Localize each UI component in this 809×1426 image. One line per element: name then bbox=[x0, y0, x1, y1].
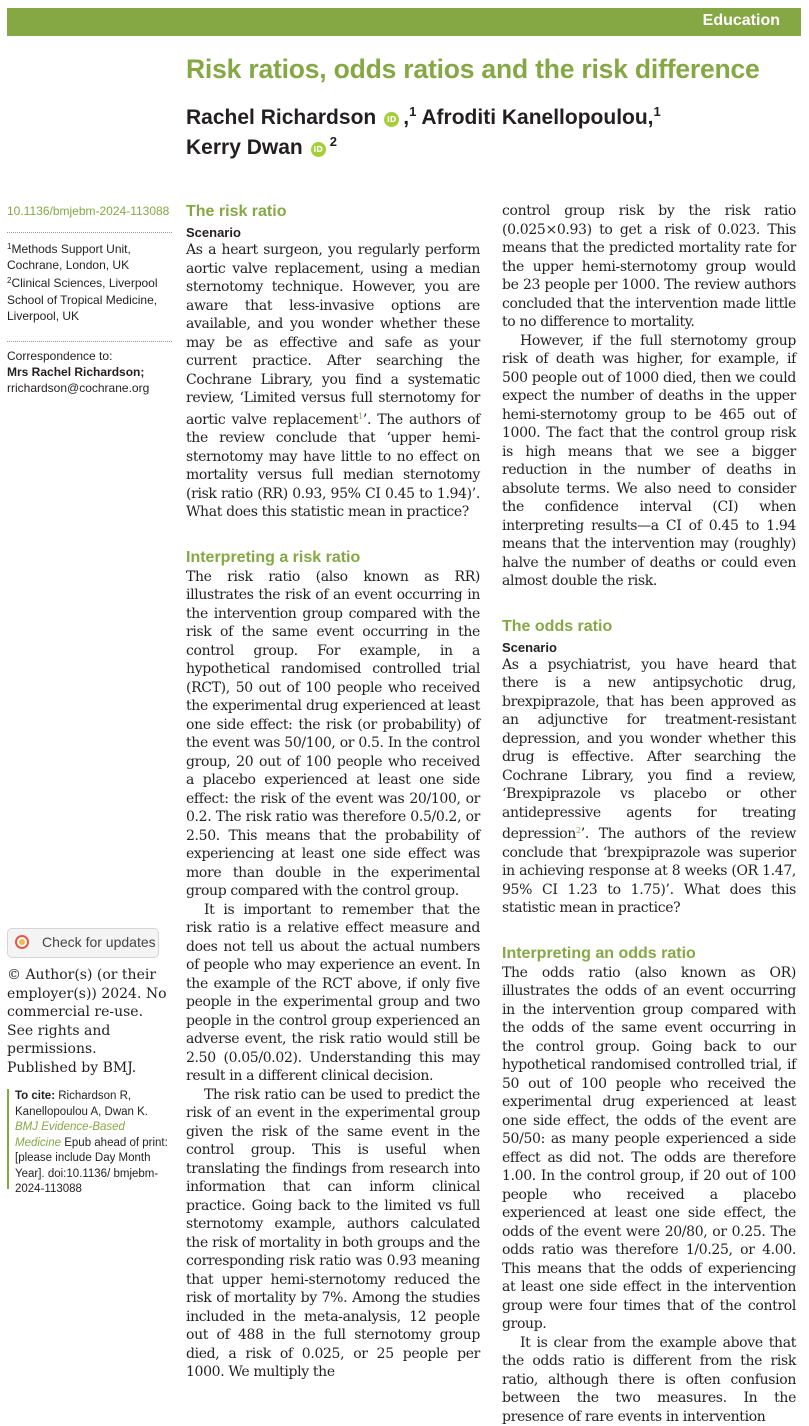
column-left bbox=[186, 202, 480, 1382]
reference-mark[interactable]: 2 bbox=[576, 826, 581, 835]
correspondence-label: Correspondence to: bbox=[7, 348, 172, 364]
check-updates-label: Check for updates bbox=[42, 934, 156, 950]
doi-link[interactable]: 10.1136/bmjebm-2024-113088 bbox=[7, 204, 169, 218]
section-label: Education bbox=[703, 12, 780, 30]
author-affiliation-mark: 1 bbox=[409, 104, 416, 119]
license-text: © Author(s) (or their employer(s)) 2024. No commercial re-use. See rights and permissions. Published by BMJ. bbox=[7, 966, 167, 1077]
column-right bbox=[502, 202, 796, 1426]
author-line-1: Rachel Richardson iD ,$^1$ Afroditi Kanellopoulou,$^1$ bbox=[186, 104, 801, 130]
affiliation-2: $^2$Clinical Sciences, Liverpool School of Tropical Medicine, Liverpool, UK bbox=[7, 273, 172, 324]
subheading-scenario: Scenario bbox=[186, 224, 480, 241]
section-banner bbox=[7, 8, 801, 36]
doi-block bbox=[7, 203, 172, 219]
reference-mark[interactable]: 1 bbox=[358, 412, 363, 421]
paragraph: It is clear from the example above that the odds ratio is different from the risk ratio, although there is often confusion between the two measures. In the presence of rare events in intervention bbox=[502, 1334, 796, 1426]
citation-box bbox=[7, 1089, 173, 1189]
cite-authors: Richardson R, Kanellopoulou A, Dwan K. bbox=[15, 1090, 148, 1118]
subheading-scenario: Scenario bbox=[502, 639, 796, 656]
paragraph: control group risk by the risk ratio (0.025×0.93) to get a risk of 0.023. This means that the predicted mortality rate for the upper hemi-sternotomy group would be 23 people per 1000. The review authors concluded that the intervention made little to no difference to mortality. bbox=[502, 202, 796, 332]
correspondence bbox=[7, 341, 172, 397]
cite-journal: BMJ Evidence-Based Medicine bbox=[15, 1121, 125, 1149]
author-name: Kerry Dwan bbox=[186, 136, 303, 159]
orcid-icon[interactable]: iD bbox=[384, 112, 399, 127]
paragraph: However, if the full sternotomy group risk of death was higher, for example, if 500 people out of 1000 died, then we could expect the number of deaths in the upper hemi-sternotomy group to be 465 out of 1000. The fact that the control group risk is high means that we see a bigger reduction in the number of deaths in absolute terms. We also need to consider the confidence interval (CI) when interpreting results—a CI of 0.45 to 1.94 means that the intervention may (roughly) halve the number of deaths or could even almost double the risk. bbox=[502, 332, 796, 591]
affiliations bbox=[7, 232, 172, 324]
author-name: Rachel Richardson bbox=[186, 106, 376, 129]
paragraph: The odds ratio (also known as OR) illustrates the odds of an event occurring in the intervention group compared with the odds of the same event occurring in the control group. Going back to our hypothetical randomised controlled trial, if 50 out of 100 people who received the experimental drug experienced at least one side effect, the odds of the event are 50/50: as many people experienced a side effect as did not. The odds are therefore 1.00. In the control group, if 20 out of 100 people who received a placebo experienced at least one side effect, the odds of the event were 20/80, or 0.25. The odds ratio was therefore 1/0.25, or 4.00. This means that the odds of experiencing at least one side effect in the intervention group were four times that of the control group. bbox=[502, 964, 796, 1334]
author-name: Afroditi Kanellopoulou, bbox=[421, 106, 653, 129]
heading-interpreting-odds-ratio: Interpreting an odds ratio bbox=[502, 944, 796, 964]
paragraph: As a heart surgeon, you regularly perform aortic valve replacement, using a median sternotomy technique. However, you are aware that less-invasive options are available, and you wonder whether these may be as effective and safe as your current practice. After searching the Cochrane Library, you find a systematic review, ‘Limited versus full sternotomy for aortic valve replacement$^1$’. The authors of the review conclude that ‘upper hemi-sternotomy may have little to no effect on mortality versus full median sternotomy (risk ratio (RR) 0.93, 95% CI 0.45 to 1.94)’. What does this statistic mean in practice? bbox=[186, 241, 480, 522]
article-title: Risk ratios, odds ratios and the risk difference bbox=[186, 54, 760, 85]
check-for-updates-button[interactable] bbox=[7, 928, 159, 958]
divider bbox=[7, 232, 172, 233]
divider bbox=[7, 341, 172, 342]
cite-label: To cite: bbox=[15, 1090, 55, 1102]
heading-odds-ratio: The odds ratio bbox=[502, 617, 796, 637]
correspondence-name: Mrs Rachel Richardson; bbox=[7, 364, 172, 380]
author-affiliation-mark: 2 bbox=[330, 134, 337, 149]
paragraph: As a psychiatrist, you have heard that there is a new antipsychotic drug, brexpiprazole, that has been approved as an adjunctive for treatment-resistant depression, and you wonder whether this drug is effective. After searching the Cochrane Library, you find a review, ‘Brexpiprazole vs placebo or other antidepressive agents for treating depression$^2$’. The authors of the review conclude that ‘brexpiprazole was superior in achieving response at 8 weeks (OR 1.47, 95% CI 1.23 to 1.75)’. What does this statistic mean in practice? bbox=[502, 656, 796, 918]
crossmark-icon bbox=[15, 935, 29, 949]
paragraph: The risk ratio (also known as RR) illustrates the risk of an event occurring in the intervention group compared with the risk of the same event occurring in the control group. For example, in a hypothetical randomised controlled trial (RCT), 50 out of 100 people who received the experimental drug experienced at least one side effect: the risk (or probability) of the event was 50/100, or 0.5. In the control group, 20 out of 100 people who received a placebo experienced at least one side effect: the risk of the event was 20/100, or 0.2. The risk ratio was therefore 0.5/0.2, or 2.50. This means that the probability of experiencing at least one side effect was more than double in the experimental group compared with the control group. bbox=[186, 568, 480, 901]
author-affiliation-mark: 1 bbox=[654, 104, 661, 119]
paragraph: It is important to remember that the risk ratio is a relative effect measure and does not tell us about the actual numbers of people who may experience an event. In the example of the RCT above, if only five people in the experimental group and two people in the control group experienced an adverse event, the risk ratio would still be 2.50 (0.05/0.02). Understanding this may result in a different clinical decision. bbox=[186, 901, 480, 1086]
orcid-icon[interactable]: iD bbox=[311, 142, 326, 157]
author-line-2 bbox=[186, 134, 801, 160]
cite-details: Epub ahead of print: [please include Day Month Year]. doi:10.1136/ bmjebm-2024-113088 bbox=[15, 1137, 168, 1196]
heading-risk-ratio: The risk ratio bbox=[186, 202, 480, 222]
heading-interpreting-risk-ratio: Interpreting a risk ratio bbox=[186, 548, 480, 568]
paragraph: The risk ratio can be used to predict the risk of an event in the experimental group given the risk of the same event in the control group. This is useful when translating the findings from research into information that can inform clinical practice. Going back to the limited vs full sternotomy example, authors calculated the risk of mortality in both groups and the corresponding risk ratio was 0.93 meaning that upper hemi-sternotomy reduced the risk of mortality by 7%. Among the studies included in the meta-analysis, 12 people out of 488 in the full sternotomy group died, a risk of 0.025, or 25 people per 1000. We multiply the bbox=[186, 1086, 480, 1382]
affiliation-1: $^1$Methods Support Unit, Cochrane, London, UK bbox=[7, 239, 172, 273]
correspondence-email[interactable]: rrichardson@cochrane.org bbox=[7, 380, 172, 396]
